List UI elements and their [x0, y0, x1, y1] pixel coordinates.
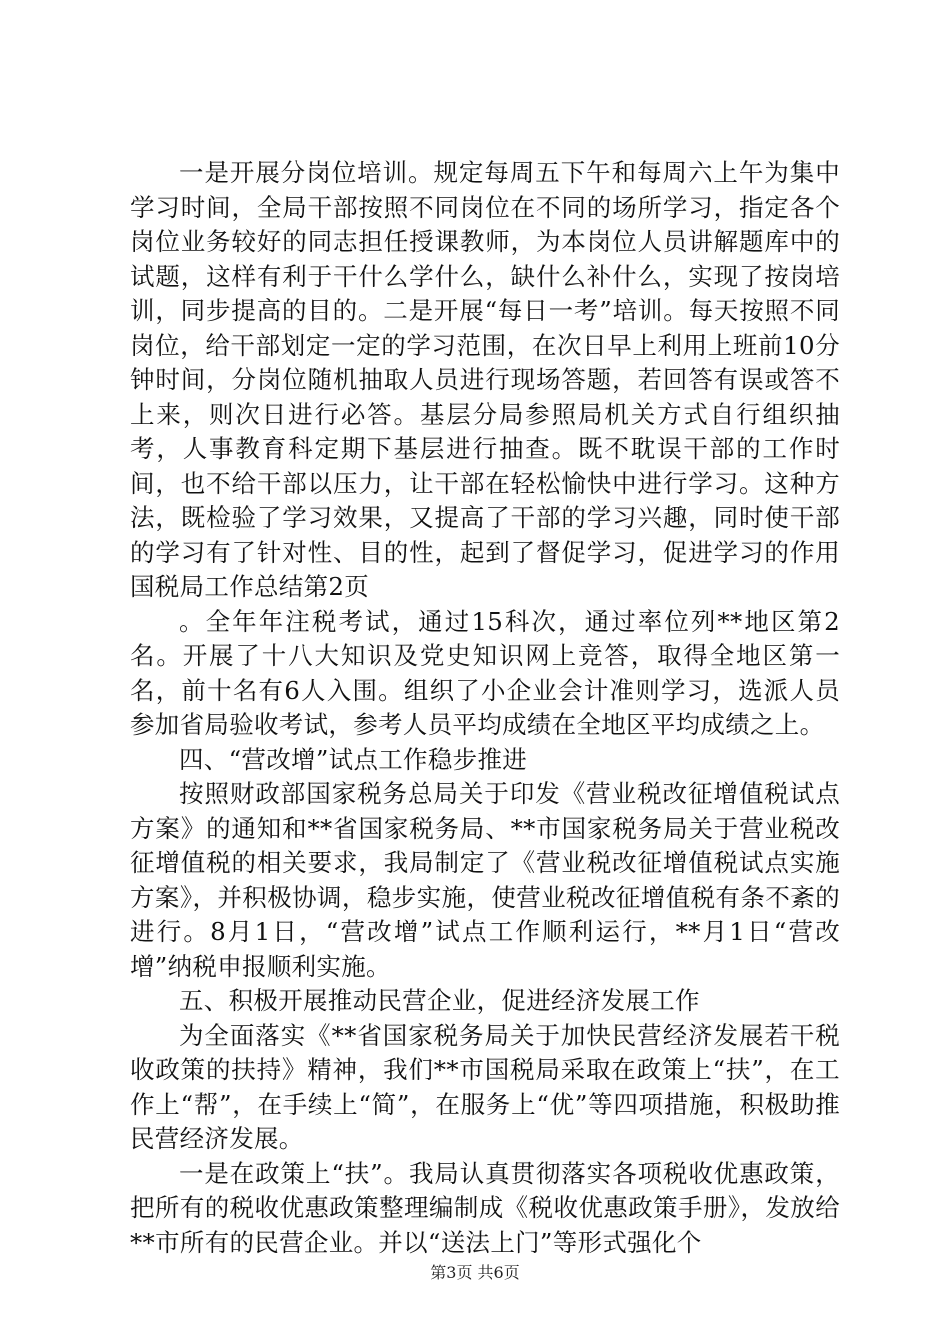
document-body: [130, 156, 840, 1260]
paragraph-policy-support: 一是在政策上“扶”。我局认真贯彻落实各项税收优惠政策，把所有的税收优惠政策整理编制成《税收优惠政策手册》，发放给**市所有的民营企业。并以“送法上门”等形式强化个: [130, 1158, 840, 1257]
paragraph-training-methods: 一是开展分岗位培训。规定每周五下午和每周六上午为集中学习时间，全局干部按照不同岗位在不同的场所学习，指定各个岗位业务较好的同志担任授课教师，为本岗位人员讲解题库中的试题，这样有利于干什么学什么，缺什么补什么，实现了按岗培训，同步提高的目的。二是开展“每日一考”培训。每天按照不同岗位，给干部划定一定的学习范围，在次日早上利用上班前10分钟时间，分岗位随机抽取人员进行现场答题，若回答有误或答不上来，则次日进行必答。基层分局参照局机关方式自行组织抽考，人事教育科定期下基层进行抽查。既不耽误干部的工作时间，也不给干部以压力，让干部在轻松愉快中进行学习。这种方法，既检验了学习效果，又提高了干部的学习兴趣，同时使干部的学习有了针对性、目的性，起到了督促学习，促进学习的作用国税局工作总结第2页: [130, 158, 840, 601]
paragraph-private-economy: 为全面落实《**省国家税务局关于加快民营经济发展若干税收政策的扶持》精神，我们**市国税局采取在政策上“扶”，在工作上“帮”，在手续上“简”，在服务上“优”等四项措施，积极助推民营经济发展。: [130, 1020, 840, 1153]
paragraph-exam-results: 。全年年注税考试，通过15科次，通过率位列**地区第2名。开展了十八大知识及党史知识网上竞答，取得全地区第一名，前十名有6人入围。组织了小企业会计准则学习，选派人员参加省局验收考试，参考人员平均成绩在全地区平均成绩之上。: [130, 606, 841, 739]
page-number-footer: 第3页 共6页: [430, 1263, 520, 1282]
section-heading-4: 四、“营改增”试点工作稳步推进: [179, 744, 528, 774]
section-heading-5: 五、积极开展推动民营企业，促进经济发展工作: [179, 986, 700, 1015]
paragraph-vat-reform: 按照财政部国家税务总局关于印发《营业税改征增值税试点方案》的通知和**省国家税务局、**市国家税务局关于营业税改征增值税的相关要求，我局制定了《营业税改征增值税试点实施方案》，并积极协调，稳步实施，使营业税改征增值税有条不紊的进行。8月1日，“营改增”试点工作顺利运行，**月1日“营改增”纳税申报顺利实施。: [130, 779, 840, 981]
